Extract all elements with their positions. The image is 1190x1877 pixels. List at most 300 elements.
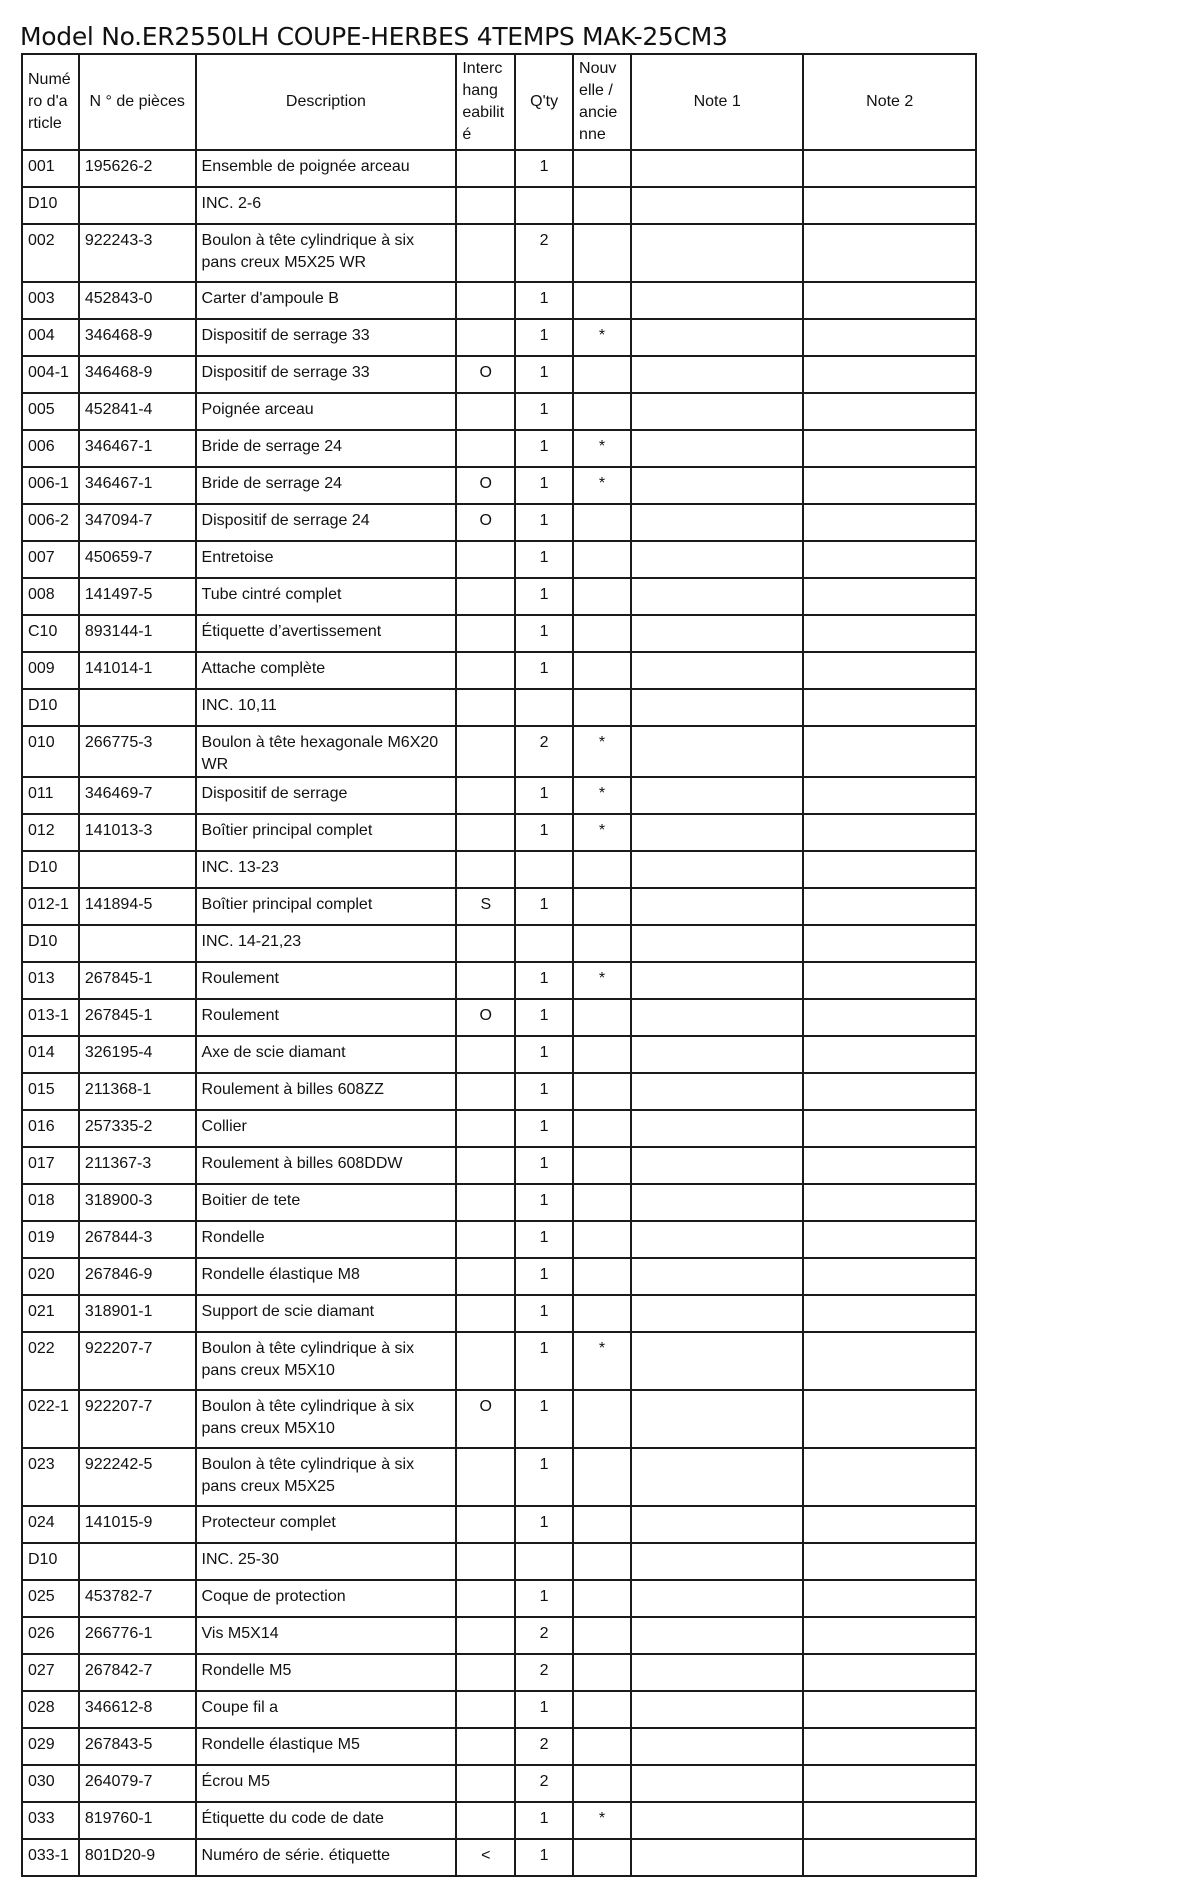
part-number-cell: 195626-2 xyxy=(79,150,196,187)
part-number-cell: 211368-1 xyxy=(79,1073,196,1110)
description-cell: Support de scie diamant xyxy=(196,1295,457,1332)
note-1-cell xyxy=(631,1390,804,1448)
new-old-cell xyxy=(573,541,631,578)
quantity-cell: 1 xyxy=(515,999,573,1036)
header-interchangeability: Interc hang eabilit é xyxy=(456,54,515,150)
interchangeability-cell xyxy=(456,1221,515,1258)
quantity-cell: 1 xyxy=(515,1802,573,1839)
note-2-cell xyxy=(803,1110,976,1147)
item-number-cell: 006-1 xyxy=(22,467,79,504)
table-row xyxy=(22,1036,976,1073)
part-number-cell: 267842-7 xyxy=(79,1654,196,1691)
table-row xyxy=(22,1506,976,1543)
quantity-cell: 2 xyxy=(515,1617,573,1654)
table-row xyxy=(22,1728,976,1765)
quantity-cell: 1 xyxy=(515,1691,573,1728)
note-2-cell xyxy=(803,282,976,319)
note-2-cell xyxy=(803,652,976,689)
item-number-cell: 001 xyxy=(22,150,79,187)
table-row xyxy=(22,541,976,578)
item-number-cell: 020 xyxy=(22,1258,79,1295)
note-2-cell xyxy=(803,1073,976,1110)
note-1-cell xyxy=(631,1073,804,1110)
note-1-cell xyxy=(631,541,804,578)
part-number-cell: 141013-3 xyxy=(79,814,196,851)
part-number-cell: 141015-9 xyxy=(79,1506,196,1543)
note-2-cell xyxy=(803,578,976,615)
parts-table-body xyxy=(22,150,976,1876)
part-number-cell: 893144-1 xyxy=(79,615,196,652)
description-cell: Rondelle xyxy=(196,1221,457,1258)
item-number-cell: D10 xyxy=(22,925,79,962)
note-2-cell xyxy=(803,319,976,356)
note-2-cell xyxy=(803,1580,976,1617)
item-number-cell: D10 xyxy=(22,689,79,726)
note-1-cell xyxy=(631,1332,804,1390)
description-cell: Attache complète xyxy=(196,652,457,689)
note-2-cell xyxy=(803,1506,976,1543)
note-2-cell xyxy=(803,187,976,224)
table-row xyxy=(22,726,976,777)
note-2-cell xyxy=(803,1258,976,1295)
interchangeability-cell xyxy=(456,652,515,689)
quantity-cell: 1 xyxy=(515,504,573,541)
note-1-cell xyxy=(631,356,804,393)
note-2-cell xyxy=(803,1543,976,1580)
quantity-cell: 2 xyxy=(515,726,573,777)
new-old-cell: * xyxy=(573,962,631,999)
note-2-cell xyxy=(803,1184,976,1221)
note-2-cell xyxy=(803,1221,976,1258)
table-row xyxy=(22,814,976,851)
note-1-cell xyxy=(631,777,804,814)
new-old-cell xyxy=(573,504,631,541)
quantity-cell: 1 xyxy=(515,541,573,578)
description-cell: Carter d'ampoule B xyxy=(196,282,457,319)
table-row xyxy=(22,1543,976,1580)
item-number-cell: 017 xyxy=(22,1147,79,1184)
quantity-cell: 1 xyxy=(515,888,573,925)
new-old-cell xyxy=(573,1728,631,1765)
part-number-cell: 267844-3 xyxy=(79,1221,196,1258)
item-number-cell: 009 xyxy=(22,652,79,689)
note-2-cell xyxy=(803,726,976,777)
note-2-cell xyxy=(803,999,976,1036)
new-old-cell xyxy=(573,356,631,393)
interchangeability-cell xyxy=(456,925,515,962)
new-old-cell xyxy=(573,1691,631,1728)
part-number-cell: 922243-3 xyxy=(79,224,196,282)
note-2-cell xyxy=(803,888,976,925)
quantity-cell: 1 xyxy=(515,282,573,319)
new-old-cell xyxy=(573,888,631,925)
note-2-cell xyxy=(803,1390,976,1448)
interchangeability-cell xyxy=(456,187,515,224)
item-number-cell: 012 xyxy=(22,814,79,851)
note-1-cell xyxy=(631,1506,804,1543)
table-row xyxy=(22,1221,976,1258)
quantity-cell: 2 xyxy=(515,224,573,282)
table-row xyxy=(22,1184,976,1221)
table-row xyxy=(22,1332,976,1390)
table-row xyxy=(22,224,976,282)
new-old-cell xyxy=(573,1448,631,1506)
new-old-cell: * xyxy=(573,467,631,504)
description-cell: Bride de serrage 24 xyxy=(196,467,457,504)
interchangeability-cell xyxy=(456,1728,515,1765)
item-number-cell: 004 xyxy=(22,319,79,356)
note-2-cell xyxy=(803,925,976,962)
quantity-cell: 1 xyxy=(515,430,573,467)
table-row xyxy=(22,467,976,504)
quantity-cell: 1 xyxy=(515,1332,573,1390)
quantity-cell: 1 xyxy=(515,1295,573,1332)
note-1-cell xyxy=(631,925,804,962)
part-number-cell: 347094-7 xyxy=(79,504,196,541)
part-number-cell: 346468-9 xyxy=(79,319,196,356)
new-old-cell xyxy=(573,578,631,615)
part-number-cell: 267845-1 xyxy=(79,962,196,999)
note-1-cell xyxy=(631,962,804,999)
note-1-cell xyxy=(631,1258,804,1295)
description-cell: Numéro de série. étiquette xyxy=(196,1839,457,1876)
item-number-cell: 028 xyxy=(22,1691,79,1728)
quantity-cell: 2 xyxy=(515,1654,573,1691)
header-part-number: N ° de pièces xyxy=(79,54,196,150)
interchangeability-cell xyxy=(456,814,515,851)
description-cell: Roulement xyxy=(196,999,457,1036)
note-1-cell xyxy=(631,1543,804,1580)
interchangeability-cell xyxy=(456,962,515,999)
quantity-cell: 1 xyxy=(515,1147,573,1184)
part-number-cell: 346469-7 xyxy=(79,777,196,814)
description-cell: Dispositif de serrage 33 xyxy=(196,319,457,356)
description-cell: Boulon à tête cylindrique à six pans creux M5X25 WR xyxy=(196,224,457,282)
quantity-cell: 1 xyxy=(515,777,573,814)
interchangeability-cell: O xyxy=(456,999,515,1036)
note-1-cell xyxy=(631,615,804,652)
description-cell: Roulement à billes 608DDW xyxy=(196,1147,457,1184)
note-1-cell xyxy=(631,578,804,615)
item-number-cell: 005 xyxy=(22,393,79,430)
table-row xyxy=(22,187,976,224)
part-number-cell: 264079-7 xyxy=(79,1765,196,1802)
part-number-cell: 453782-7 xyxy=(79,1580,196,1617)
table-row xyxy=(22,1448,976,1506)
new-old-cell xyxy=(573,282,631,319)
quantity-cell: 1 xyxy=(515,1073,573,1110)
item-number-cell: 015 xyxy=(22,1073,79,1110)
item-number-cell: 029 xyxy=(22,1728,79,1765)
table-row xyxy=(22,1765,976,1802)
table-row xyxy=(22,1691,976,1728)
interchangeability-cell xyxy=(456,578,515,615)
table-row xyxy=(22,1110,976,1147)
interchangeability-cell xyxy=(456,1506,515,1543)
note-2-cell xyxy=(803,430,976,467)
item-number-cell: D10 xyxy=(22,1543,79,1580)
table-row xyxy=(22,999,976,1036)
part-number-cell: 452843-0 xyxy=(79,282,196,319)
note-1-cell xyxy=(631,187,804,224)
description-cell: Rondelle M5 xyxy=(196,1654,457,1691)
note-1-cell xyxy=(631,726,804,777)
item-number-cell: 003 xyxy=(22,282,79,319)
part-number-cell: 819760-1 xyxy=(79,1802,196,1839)
part-number-cell: 346612-8 xyxy=(79,1691,196,1728)
new-old-cell xyxy=(573,999,631,1036)
description-cell: Entretoise xyxy=(196,541,457,578)
table-row xyxy=(22,1839,976,1876)
new-old-cell xyxy=(573,1221,631,1258)
item-number-cell: 030 xyxy=(22,1765,79,1802)
description-cell: Dispositif de serrage 24 xyxy=(196,504,457,541)
interchangeability-cell xyxy=(456,224,515,282)
item-number-cell: 027 xyxy=(22,1654,79,1691)
item-number-cell: 002 xyxy=(22,224,79,282)
note-2-cell xyxy=(803,1332,976,1390)
document-title: Model No.ER2550LH COUPE-HERBES 4TEMPS MAK-25CM3 xyxy=(20,22,728,51)
description-cell: Collier xyxy=(196,1110,457,1147)
note-1-cell xyxy=(631,851,804,888)
quantity-cell: 1 xyxy=(515,652,573,689)
note-1-cell xyxy=(631,1448,804,1506)
header-quantity: Q'ty xyxy=(515,54,573,150)
new-old-cell xyxy=(573,187,631,224)
part-number-cell: 267843-5 xyxy=(79,1728,196,1765)
new-old-cell xyxy=(573,1765,631,1802)
table-row xyxy=(22,1073,976,1110)
quantity-cell xyxy=(515,1543,573,1580)
part-number-cell: 318901-1 xyxy=(79,1295,196,1332)
table-row xyxy=(22,430,976,467)
note-1-cell xyxy=(631,1839,804,1876)
new-old-cell: * xyxy=(573,319,631,356)
part-number-cell: 346468-9 xyxy=(79,356,196,393)
item-number-cell: 021 xyxy=(22,1295,79,1332)
new-old-cell: * xyxy=(573,814,631,851)
description-cell: Vis M5X14 xyxy=(196,1617,457,1654)
interchangeability-cell xyxy=(456,319,515,356)
item-number-cell: 024 xyxy=(22,1506,79,1543)
quantity-cell xyxy=(515,187,573,224)
quantity-cell: 1 xyxy=(515,1448,573,1506)
part-number-cell xyxy=(79,187,196,224)
note-1-cell xyxy=(631,224,804,282)
part-number-cell: 801D20-9 xyxy=(79,1839,196,1876)
description-cell: Boîtier principal complet xyxy=(196,888,457,925)
note-1-cell xyxy=(631,999,804,1036)
quantity-cell: 1 xyxy=(515,1221,573,1258)
new-old-cell xyxy=(573,1580,631,1617)
table-row xyxy=(22,1654,976,1691)
quantity-cell: 1 xyxy=(515,814,573,851)
description-cell: Boîtier principal complet xyxy=(196,814,457,851)
new-old-cell xyxy=(573,1295,631,1332)
new-old-cell xyxy=(573,652,631,689)
note-1-cell xyxy=(631,1802,804,1839)
part-number-cell: 922207-7 xyxy=(79,1390,196,1448)
quantity-cell: 1 xyxy=(515,1036,573,1073)
item-number-cell: 023 xyxy=(22,1448,79,1506)
description-cell: Tube cintré complet xyxy=(196,578,457,615)
description-cell: INC. 14-21,23 xyxy=(196,925,457,962)
item-number-cell: 022 xyxy=(22,1332,79,1390)
quantity-cell: 1 xyxy=(515,319,573,356)
table-row xyxy=(22,851,976,888)
part-number-cell: 211367-3 xyxy=(79,1147,196,1184)
note-2-cell xyxy=(803,1765,976,1802)
new-old-cell xyxy=(573,1184,631,1221)
note-1-cell xyxy=(631,504,804,541)
quantity-cell: 1 xyxy=(515,1110,573,1147)
item-number-cell: D10 xyxy=(22,851,79,888)
table-row xyxy=(22,282,976,319)
note-2-cell xyxy=(803,1691,976,1728)
new-old-cell xyxy=(573,689,631,726)
item-number-cell: 012-1 xyxy=(22,888,79,925)
part-number-cell xyxy=(79,1543,196,1580)
part-number-cell: 267846-9 xyxy=(79,1258,196,1295)
description-cell: Rondelle élastique M5 xyxy=(196,1728,457,1765)
table-row xyxy=(22,888,976,925)
quantity-cell: 1 xyxy=(515,1506,573,1543)
quantity-cell: 1 xyxy=(515,150,573,187)
description-cell: Poignée arceau xyxy=(196,393,457,430)
new-old-cell xyxy=(573,1036,631,1073)
table-row xyxy=(22,1295,976,1332)
table-row xyxy=(22,777,976,814)
note-2-cell xyxy=(803,393,976,430)
description-cell: Écrou M5 xyxy=(196,1765,457,1802)
part-number-cell: 318900-3 xyxy=(79,1184,196,1221)
quantity-cell: 1 xyxy=(515,1839,573,1876)
note-2-cell xyxy=(803,150,976,187)
part-number-cell: 452841-4 xyxy=(79,393,196,430)
interchangeability-cell xyxy=(456,1765,515,1802)
part-number-cell xyxy=(79,689,196,726)
note-1-cell xyxy=(631,814,804,851)
description-cell: Étiquette d’avertissement xyxy=(196,615,457,652)
table-row xyxy=(22,925,976,962)
interchangeability-cell xyxy=(456,1073,515,1110)
item-number-cell: 013-1 xyxy=(22,999,79,1036)
quantity-cell: 2 xyxy=(515,1728,573,1765)
interchangeability-cell xyxy=(456,851,515,888)
description-cell: Roulement xyxy=(196,962,457,999)
part-number-cell: 266775-3 xyxy=(79,726,196,777)
item-number-cell: 016 xyxy=(22,1110,79,1147)
note-2-cell xyxy=(803,1728,976,1765)
note-2-cell xyxy=(803,504,976,541)
note-1-cell xyxy=(631,319,804,356)
table-row xyxy=(22,615,976,652)
new-old-cell xyxy=(573,150,631,187)
interchangeability-cell xyxy=(456,1258,515,1295)
description-cell: Ensemble de poignée arceau xyxy=(196,150,457,187)
part-number-cell: 326195-4 xyxy=(79,1036,196,1073)
interchangeability-cell xyxy=(456,615,515,652)
interchangeability-cell xyxy=(456,777,515,814)
note-1-cell xyxy=(631,1221,804,1258)
new-old-cell xyxy=(573,1506,631,1543)
note-1-cell xyxy=(631,689,804,726)
item-number-cell: 022-1 xyxy=(22,1390,79,1448)
new-old-cell xyxy=(573,1390,631,1448)
item-number-cell: C10 xyxy=(22,615,79,652)
description-cell: Rondelle élastique M8 xyxy=(196,1258,457,1295)
item-number-cell: 033-1 xyxy=(22,1839,79,1876)
note-2-cell xyxy=(803,1654,976,1691)
new-old-cell: * xyxy=(573,1332,631,1390)
item-number-cell: 008 xyxy=(22,578,79,615)
description-cell: Roulement à billes 608ZZ xyxy=(196,1073,457,1110)
item-number-cell: 013 xyxy=(22,962,79,999)
table-row xyxy=(22,356,976,393)
table-row xyxy=(22,1802,976,1839)
part-number-cell: 141894-5 xyxy=(79,888,196,925)
note-2-cell xyxy=(803,1617,976,1654)
interchangeability-cell xyxy=(456,1110,515,1147)
interchangeability-cell xyxy=(456,1332,515,1390)
new-old-cell: * xyxy=(573,1802,631,1839)
table-row xyxy=(22,1580,976,1617)
part-number-cell: 141014-1 xyxy=(79,652,196,689)
table-row xyxy=(22,578,976,615)
note-1-cell xyxy=(631,1110,804,1147)
table-row xyxy=(22,393,976,430)
new-old-cell xyxy=(573,1147,631,1184)
item-number-cell: D10 xyxy=(22,187,79,224)
table-row xyxy=(22,319,976,356)
interchangeability-cell xyxy=(456,282,515,319)
note-1-cell xyxy=(631,1691,804,1728)
header-item-number: Numé ro d'a rticle xyxy=(22,54,79,150)
description-cell: INC. 13-23 xyxy=(196,851,457,888)
description-cell: INC. 2-6 xyxy=(196,187,457,224)
quantity-cell: 1 xyxy=(515,1184,573,1221)
interchangeability-cell: O xyxy=(456,504,515,541)
item-number-cell: 011 xyxy=(22,777,79,814)
description-cell: Coupe fil a xyxy=(196,1691,457,1728)
new-old-cell xyxy=(573,1110,631,1147)
interchangeability-cell xyxy=(456,1036,515,1073)
description-cell: Boulon à tête cylindrique à six pans creux M5X10 xyxy=(196,1390,457,1448)
quantity-cell: 1 xyxy=(515,1580,573,1617)
quantity-cell xyxy=(515,851,573,888)
new-old-cell xyxy=(573,1543,631,1580)
quantity-cell: 1 xyxy=(515,1390,573,1448)
description-cell: Boulon à tête cylindrique à six pans creux M5X10 xyxy=(196,1332,457,1390)
item-number-cell: 010 xyxy=(22,726,79,777)
table-row xyxy=(22,1390,976,1448)
table-row xyxy=(22,1617,976,1654)
part-number-cell: 346467-1 xyxy=(79,430,196,467)
note-1-cell xyxy=(631,1580,804,1617)
new-old-cell xyxy=(573,851,631,888)
interchangeability-cell xyxy=(456,150,515,187)
interchangeability-cell xyxy=(456,541,515,578)
description-cell: Boulon à tête hexagonale M6X20 WR xyxy=(196,726,457,777)
item-number-cell: 018 xyxy=(22,1184,79,1221)
description-cell: INC. 10,11 xyxy=(196,689,457,726)
note-1-cell xyxy=(631,393,804,430)
interchangeability-cell xyxy=(456,1448,515,1506)
header-note-1: Note 1 xyxy=(631,54,804,150)
description-cell: Dispositif de serrage 33 xyxy=(196,356,457,393)
new-old-cell xyxy=(573,393,631,430)
table-row xyxy=(22,504,976,541)
